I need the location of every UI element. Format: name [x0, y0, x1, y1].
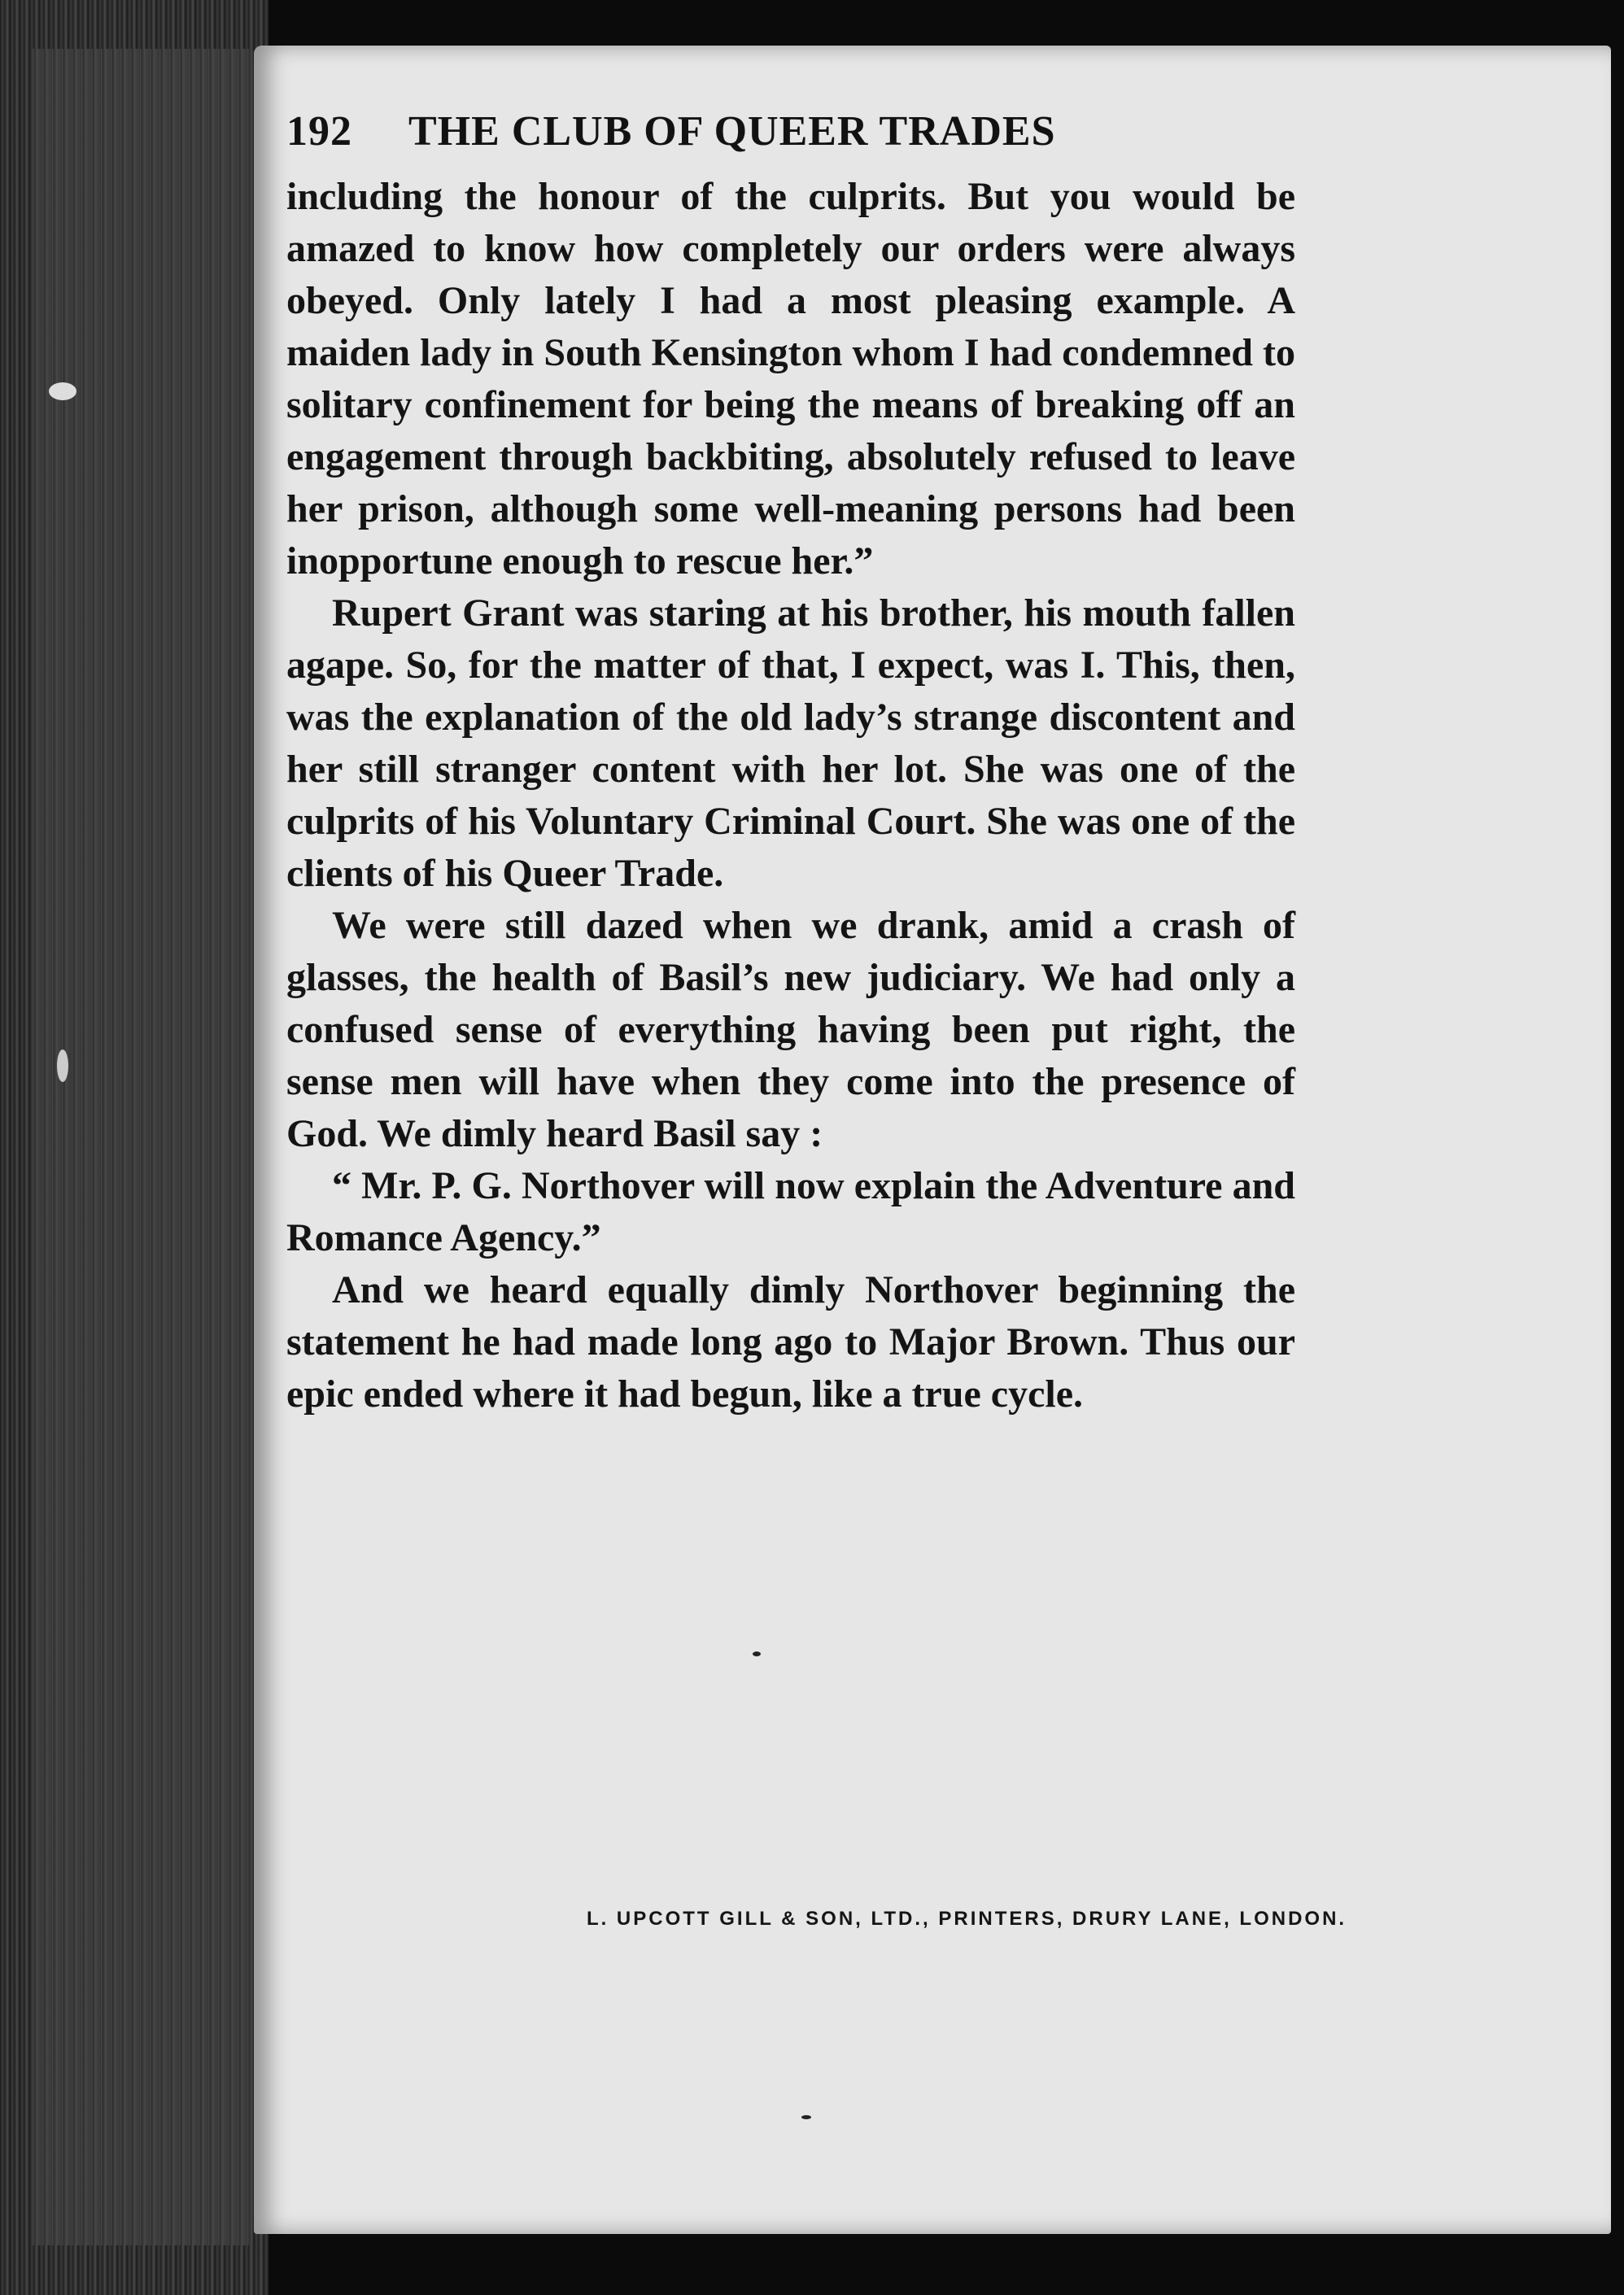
printer-imprint: L. UPCOTT GILL & SON, LTD., PRINTERS, DRURY LANE, LONDON.	[586, 1908, 1347, 1930]
book-binding-edge	[0, 0, 268, 2295]
scan-speck	[801, 2115, 811, 2119]
body-text	[286, 171, 1295, 1420]
paragraph: Rupert Grant was staring at his brother, his mouth fallen agape. So, for the matter of that, I expect, was I. This, then, was the explanation of the old lady’s strange discontent and her still stranger content with her lot. She was one of the culprits of his Voluntary Criminal Court. She was one of the clients of his Queer Trade.	[286, 591, 1295, 895]
running-head	[286, 107, 1393, 155]
scan-speck	[49, 382, 76, 400]
paragraph: We were still dazed when we drank, amid a crash of glasses, the health of Basil’s new judiciary. We had only a confused sense of everything having been put right, the sense men will have when they come into the presence of God. We dimly heard Basil say :	[286, 904, 1295, 1155]
paragraph: including the honour of the culprits. But you would be amazed to know how completely our orders were always obeyed. Only lately I had a most pleasing example. A maiden lady in South Kensington whom I had condemned to solitary confinement for being the means of breaking off an engagement through backbiting, absolutely refused to leave her prison, although some well-meaning persons had been inopportune enough to rescue her.”	[286, 175, 1295, 582]
scan-speck	[753, 1651, 761, 1656]
paragraph: And we heard equally dimly Northover beginning the statement he had made long ago to Major Brown. Thus our epic ended where it had begun, like a true cycle.	[286, 1268, 1295, 1416]
running-title: THE CLUB OF QUEER TRADES	[408, 108, 1056, 155]
scan-speck	[57, 1049, 68, 1082]
page-number: 192	[286, 108, 352, 155]
paragraph: “ Mr. P. G. Northover will now explain the Adventure and Romance Agency.”	[286, 1164, 1295, 1259]
